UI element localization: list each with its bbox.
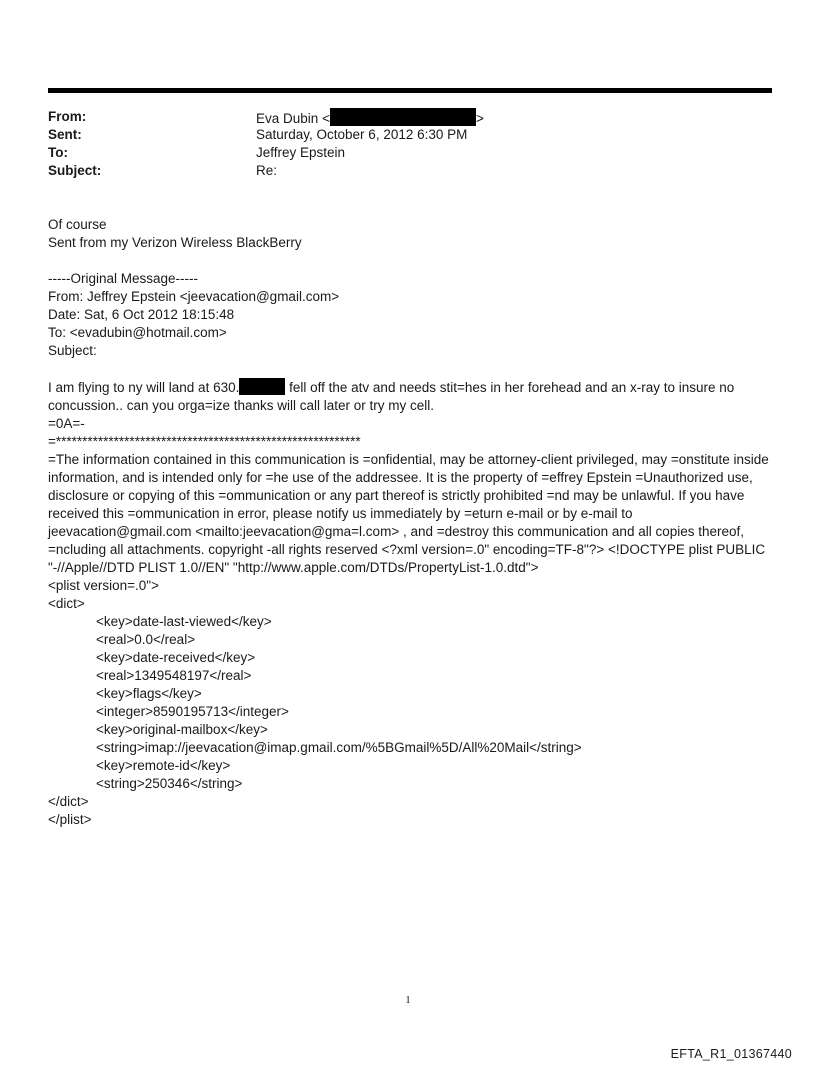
dict-open: <dict> bbox=[48, 596, 85, 611]
original-from: From: Jeffrey Epstein <jeevacation@gmail.com> bbox=[48, 289, 340, 304]
plist-entry: <key>flags</key> bbox=[96, 686, 202, 701]
original-subject: Subject: bbox=[48, 343, 97, 358]
email-body bbox=[48, 216, 778, 829]
disclaimer: =The information contained in this communication is =onfidential, may be attorney-client privileged, may =onstitute inside information, and is intended only for =he use of the addressee. It is the property of =effrey Epstein =Unauthorized use, disclosure or copying of this =ommunication or any part thereof is strictly prohibited =nd may be unlawful. If you have received this =ommunication in error, please notify us immediately by =eturn e-mail or by e-mail to jeevacation@gmail.com <mailto:jeevacation@gma=l.com> , and =destroy this communication and all copies thereof, =ncluding all attachments. copyright -all rights reserved <?xml version=.0" encoding=TF-8"?> <!DOCTYPE plist PUBLIC "-//Apple//DTD PLIST 1.0//EN" "http://www.apple.com/DTDs/PropertyList-1.0.dtd"> bbox=[48, 452, 769, 575]
from-gt: > bbox=[475, 111, 484, 126]
reply-line-2: Sent from my Verizon Wireless BlackBerry bbox=[48, 235, 302, 250]
from-lt: < bbox=[322, 111, 330, 126]
reply-line-1: Of course bbox=[48, 217, 107, 232]
plist-entry: <integer>8590195713</integer> bbox=[96, 704, 289, 719]
subject-value: Re: bbox=[256, 163, 278, 178]
to-label: To: bbox=[48, 145, 68, 160]
plist-entry: <key>date-received</key> bbox=[96, 650, 256, 665]
message-line-2: concussion.. can you orga=ize thanks will call later or try my cell. bbox=[48, 398, 435, 413]
original-marker: -----Original Message----- bbox=[48, 271, 199, 286]
plist-entry: <string>imap://jeevacation@imap.gmail.com/%5BGmail%5D/All%20Mail</string> bbox=[96, 740, 582, 755]
original-date: Date: Sat, 6 Oct 2012 18:15:48 bbox=[48, 307, 235, 322]
header-rule bbox=[48, 88, 772, 93]
from-label: From: bbox=[48, 109, 87, 124]
plist-entry: <real>0.0</real> bbox=[96, 632, 196, 647]
redaction-block bbox=[330, 108, 476, 126]
original-to: To: <evadubin@hotmail.com> bbox=[48, 325, 227, 340]
dict-close: </dict> bbox=[48, 794, 89, 809]
sent-label: Sent: bbox=[48, 127, 82, 142]
message-part-2: fell off the atv and needs stit=hes in her forehead and an x-ray to insure no bbox=[289, 380, 735, 395]
message-line-4: =********************************************************** bbox=[48, 434, 361, 449]
page-number: 1 bbox=[405, 994, 411, 1006]
message-line-3: =0A=- bbox=[48, 416, 85, 431]
plist-open: <plist version=.0"> bbox=[48, 578, 159, 593]
message-line-1 bbox=[48, 378, 778, 397]
plist-entry: <real>1349548197</real> bbox=[96, 668, 252, 683]
plist-entry: <key>remote-id</key> bbox=[96, 758, 231, 773]
from-name: Eva Dubin bbox=[256, 111, 319, 126]
from-value bbox=[256, 108, 484, 128]
plist-entry: <key>original-mailbox</key> bbox=[96, 722, 268, 737]
sent-value: Saturday, October 6, 2012 6:30 PM bbox=[256, 127, 468, 142]
redaction-block bbox=[239, 378, 285, 395]
plist-close: </plist> bbox=[48, 812, 92, 827]
plist-entry: <key>date-last-viewed</key> bbox=[96, 614, 272, 629]
subject-label: Subject: bbox=[48, 163, 102, 178]
message-part-1: I am flying to ny will land at 630. bbox=[48, 380, 240, 395]
to-value: Jeffrey Epstein bbox=[256, 145, 346, 160]
bates-number: EFTA_R1_01367440 bbox=[670, 1047, 792, 1061]
plist-entry: <string>250346</string> bbox=[96, 776, 243, 791]
